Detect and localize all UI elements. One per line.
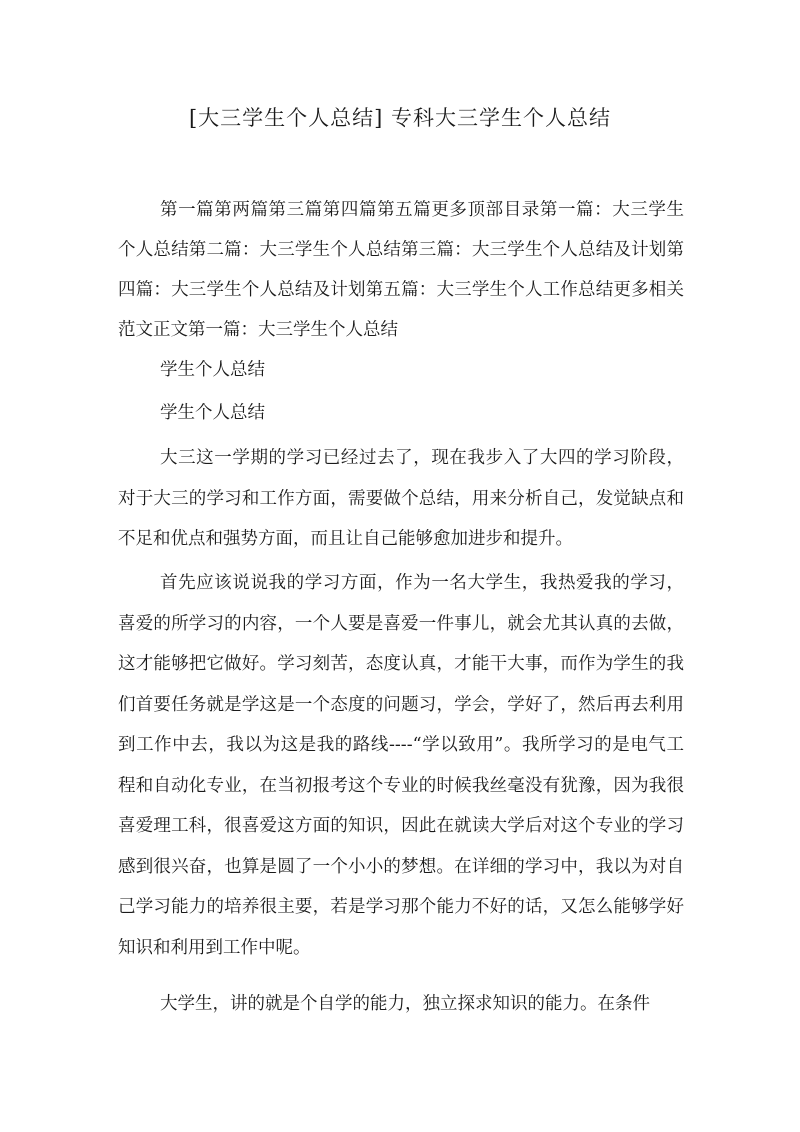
body-paragraph: 首先应该说说我的学习方面，作为一名大学生，我热爱我的学习，喜爱的所学习的内容，一个人要是喜爱一件事儿，就会尤其认真的去做，这才能够把它做好。学习刻苦，态度认真，才能干大事，而作为学生的我们首要任务就是学这是一个态度的问题习，学会，学好了，然后再去利用到工作中去，我以为这是我的路线----“学以致用”。我所学习的是电气工程和自动化专业，在当初报考这个专业的时候我丝毫没有犹豫，因为我很喜爱理工科，很喜爱这方面的知识，因此在就读大学后对这个专业的学习感到很兴奋，也算是圆了一个小小的梦想。在详细的学习中，我以为对自己学习能力的培养很主要，若是学习那个能力不好的话，又怎么能够学好知识和利用到工作中呢。 (118, 573, 684, 958)
section-subheading: 学生个人总结 (160, 403, 265, 423)
body-paragraph: 大学生，讲的就是个自学的能力，独立探求知识的能力。在条件 (160, 994, 650, 1014)
body-paragraph: 大三这一学期的学习已经过去了，现在我步入了大四的学习阶段，对于大三的学习和工作方面，需要做个总结，用来分析自己，发觉缺点和不足和优点和强势方面，而且让自己能够愈加进步和提升。 (118, 448, 684, 549)
table-of-contents: 第一篇第两篇第三篇第四篇第五篇更多顶部目录第一篇：大三学生个人总结第二篇：大三学生个人总结第三篇：大三学生个人总结及计划第四篇：大三学生个人总结及计划第五篇：大三学生个人工作总结更多相关范文正文第一篇：大三学生个人总结 (118, 200, 684, 340)
section-subheading: 学生个人总结 (160, 360, 265, 380)
document-title: [大三学生个人总结] 专科大三学生个人总结 (188, 106, 612, 130)
